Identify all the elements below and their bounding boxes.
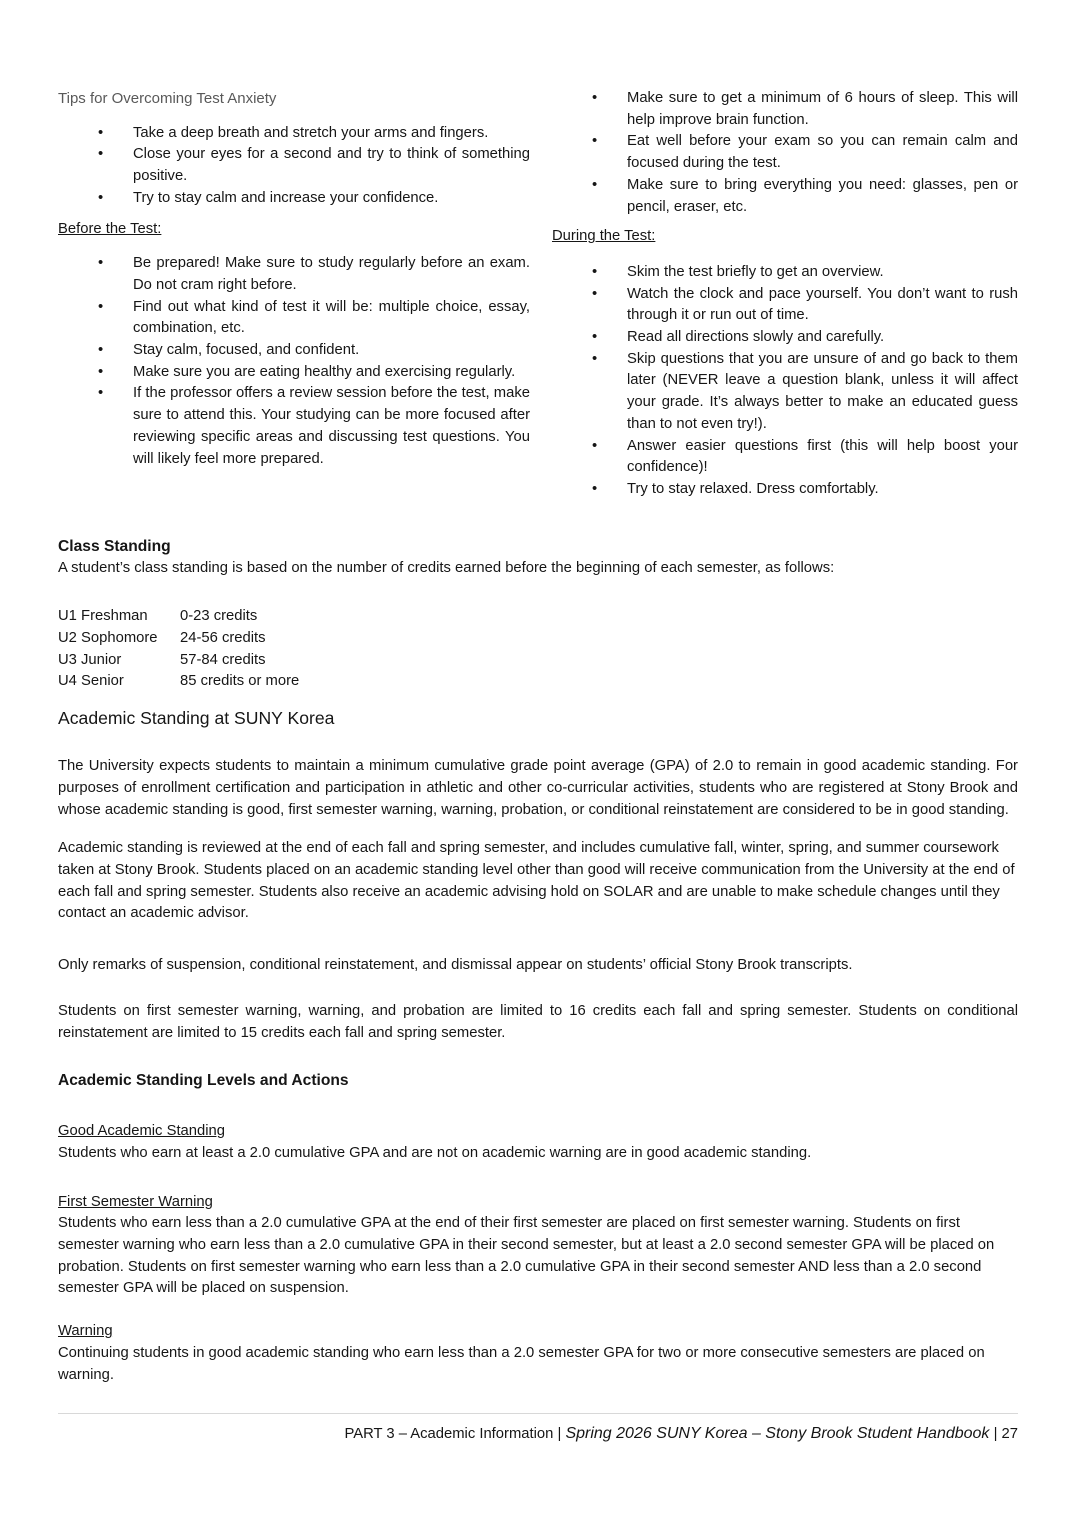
class-level-credits: 0-23 credits <box>180 608 258 625</box>
before-test-heading: Before the Test: <box>58 220 162 237</box>
standing-item-warning <box>58 1321 1018 1386</box>
table-row <box>58 671 1018 693</box>
academic-standing-paragraph: Only remarks of suspension, conditional reinstatement, and dismissal appear on students’ official Stony Brook transcripts. <box>58 957 853 974</box>
list-item: • Read all directions slowly and carefully. <box>552 327 1018 349</box>
class-level-label: U3 Junior <box>58 651 122 668</box>
list-item: • Try to stay relaxed. Dress comfortably. <box>552 479 1018 501</box>
class-level-label: U1 Freshman <box>58 608 148 625</box>
footer-page-number: 27 <box>1001 1426 1018 1443</box>
class-level-credits: 24-56 credits <box>180 630 266 647</box>
levels-actions-heading: Academic Standing Levels and Actions <box>58 1072 349 1090</box>
academic-standing-heading: Academic Standing at SUNY Korea <box>58 708 335 729</box>
right-column <box>552 88 1018 501</box>
footer-handbook-title: Spring 2026 SUNY Korea – Stony Brook Student Handbook <box>565 1425 990 1443</box>
class-standing-table <box>58 606 1018 693</box>
preparation-list <box>552 88 1018 218</box>
standing-item-good <box>58 1121 1018 1164</box>
tips-heading: Tips for Overcoming Test Anxiety <box>58 90 277 107</box>
list-item: • Skim the test briefly to get an overview. <box>552 262 1018 284</box>
during-test-list <box>552 262 1018 501</box>
table-row <box>58 606 1018 628</box>
left-column <box>58 88 530 470</box>
academic-standing-paragraph: Academic standing is reviewed at the end of each fall and spring semester, and includes cumulative fall, winter, spring, and summer coursework taken at Stony Brook. Students placed on an academic standing level other than good will receive communication from the University at the end of each fall and spring semester. Students also receive an academic advising hold on SOLAR and are unable to make schedule changes until they contact an academic advisor. <box>58 840 1015 922</box>
list-item: • Make sure to get a minimum of 6 hours of sleep. This will help improve brain function. <box>552 88 1018 131</box>
standing-item-title: Good Academic Standing <box>58 1123 225 1140</box>
list-item: • Answer easier questions first (this will help boost your confidence)! <box>552 436 1018 479</box>
class-level-credits: 57-84 credits <box>180 651 266 668</box>
footer-part-label: PART 3 – Academic Information <box>344 1426 554 1443</box>
table-row <box>58 650 1018 672</box>
page-footer <box>58 1423 1018 1446</box>
list-item: • Be prepared! Make sure to study regularly before an exam. Do not cram right before. <box>58 253 530 296</box>
standing-item-body: Students who earn at least a 2.0 cumulative GPA and are not on academic warning are in good academic standing. <box>58 1144 812 1161</box>
test-anxiety-section <box>58 88 1018 501</box>
list-item: • Take a deep breath and stretch your arms and fingers. <box>58 123 530 145</box>
list-item: • Skip questions that you are unsure of and go back to them later (NEVER leave a question blank, unless it will affect your grade. It’s always better to make an educated guess than to not even try!). <box>552 349 1018 436</box>
academic-standing-paragraph: Students on first semester warning, warning, and probation are limited to 16 credits each fall and spring semester. Students on conditional reinstatement are limited to 15 credits each fall and spring semester. <box>58 1002 1018 1041</box>
list-item: • Watch the clock and pace yourself. You don’t want to rush through it or run out of time. <box>552 284 1018 327</box>
table-row <box>58 628 1018 650</box>
academic-standing-paragraph: The University expects students to maintain a minimum cumulative grade point average (GPA) of 2.0 to remain in good academic standing. For purposes of enrollment certification and participation in athletic and other co-curricular activities, students who are registered at Stony Brook and whose academic standing is good, first semester warning, warning, probation, or conditional reinstatement are considered to be in good standing. <box>58 758 1018 818</box>
standing-item-body: Students who earn less than a 2.0 cumulative GPA at the end of their first semester are placed on first semester warning. Students on first semester warning who earn less than a 2.0 cumulative GPA in their second semester, but at least a 2.0 second semester GPA will be placed on probation. Students on first semester warning who earn less than a 2.0 cumulative GPA in their second semester AND less than a 2.0 second semester GPA will be placed on suspension. <box>58 1215 995 1297</box>
list-item: • Eat well before your exam so you can remain calm and focused during the test. <box>552 131 1018 174</box>
footer-separator: | <box>993 1426 998 1443</box>
tips-list <box>58 123 530 210</box>
list-item: • Stay calm, focused, and confident. <box>58 340 530 362</box>
standing-item-body: Continuing students in good academic standing who earn less than a 2.0 semester GPA for two or more consecutive semesters are placed on warning. <box>58 1344 985 1383</box>
class-level-credits: 85 credits or more <box>180 673 300 690</box>
standing-item-first-semester-warning <box>58 1192 1018 1301</box>
list-item: • If the professor offers a review session before the test, make sure to attend this. Your studying can be more focused after reviewing specific areas and discussing test questions. You will likely feel more prepared. <box>58 383 530 470</box>
list-item: • Find out what kind of test it will be: multiple choice, essay, combination, etc. <box>58 297 530 340</box>
footer-separator: | <box>557 1426 562 1443</box>
list-item: • Make sure you are eating healthy and exercising regularly. <box>58 362 530 384</box>
during-test-heading: During the Test: <box>552 228 656 245</box>
footer-divider <box>58 1413 1018 1414</box>
list-item: • Try to stay calm and increase your confidence. <box>58 188 530 210</box>
list-item: • Make sure to bring everything you need: glasses, pen or pencil, eraser, etc. <box>552 175 1018 218</box>
class-standing-intro: A student’s class standing is based on the number of credits earned before the beginning of each semester, as follows: <box>58 559 835 576</box>
class-level-label: U2 Sophomore <box>58 630 158 647</box>
list-item: • Close your eyes for a second and try to think of something positive. <box>58 144 530 187</box>
standing-item-title: Warning <box>58 1323 113 1340</box>
class-standing-heading: Class Standing <box>58 537 171 555</box>
standing-item-title: First Semester Warning <box>58 1193 213 1210</box>
before-test-list <box>58 253 530 470</box>
class-level-label: U4 Senior <box>58 673 124 690</box>
